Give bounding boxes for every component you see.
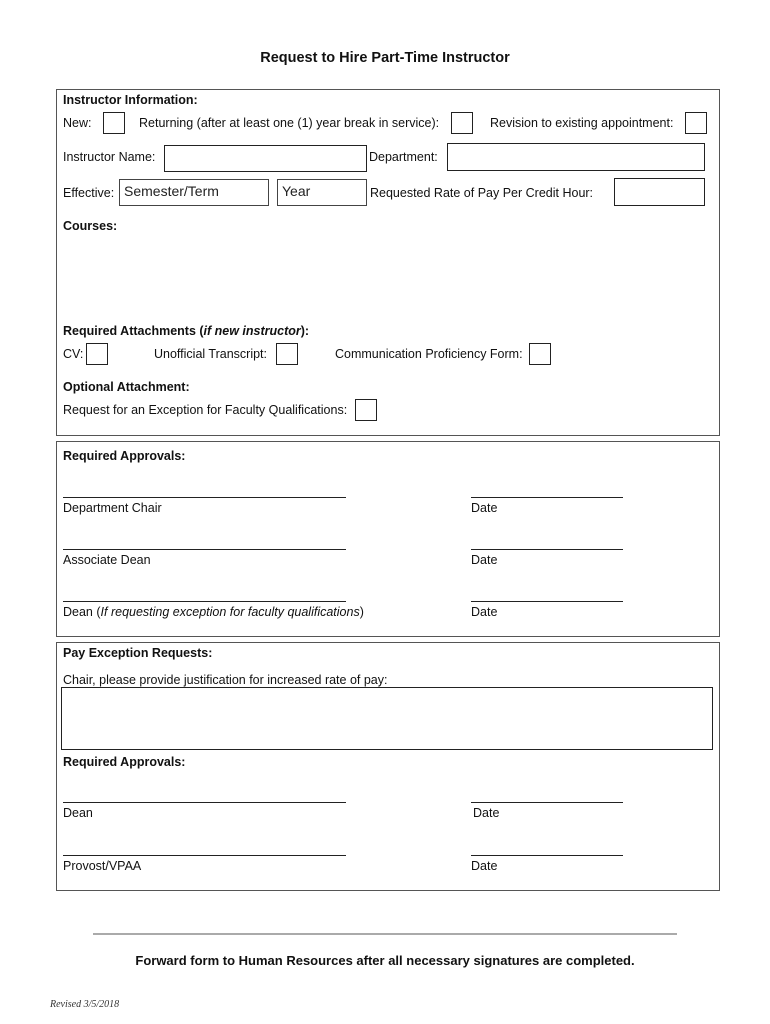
- dean-signature-line[interactable]: [63, 601, 346, 602]
- exception-label: Request for an Exception for Faculty Qualifications:: [63, 403, 348, 417]
- department-chair-date-label: Date: [471, 501, 498, 515]
- instructor-name-label: Instructor Name:: [63, 150, 156, 164]
- semester-term-dropdown[interactable]: Semester/Term: [119, 179, 269, 206]
- cv-checkbox[interactable]: [86, 343, 108, 365]
- required-approvals-heading: Required Approvals:: [63, 449, 186, 463]
- transcript-label: Unofficial Transcript:: [154, 347, 268, 361]
- instructor-information-heading: Instructor Information:: [63, 93, 198, 107]
- effective-label: Effective:: [63, 186, 115, 200]
- department-field[interactable]: [447, 143, 705, 171]
- required-attachments-italic: if new instructor: [203, 324, 301, 338]
- provost-date-line[interactable]: [471, 855, 623, 856]
- returning-label: Returning (after at least one (1) year break in service):: [139, 116, 440, 130]
- year-dropdown[interactable]: Year: [277, 179, 367, 206]
- department-label: Department:: [369, 150, 438, 164]
- dean-label-italic: If requesting exception for faculty qualifications: [100, 605, 360, 619]
- associate-dean-date-label: Date: [471, 553, 498, 567]
- pay-dean-label: Dean: [63, 806, 93, 820]
- associate-dean-label: Associate Dean: [63, 553, 151, 567]
- required-attachments-prefix: Required Attachments (: [63, 324, 204, 338]
- form-title: Request to Hire Part-Time Instructor: [260, 50, 510, 66]
- justification-label: Chair, please provide justification for increased rate of pay:: [63, 673, 388, 687]
- department-chair-date-line[interactable]: [471, 497, 623, 498]
- courses-label: Courses:: [63, 219, 118, 233]
- footer-instruction: Forward form to Human Resources after all necessary signatures are completed.: [135, 953, 635, 968]
- dean-date-line[interactable]: [471, 601, 623, 602]
- instructor-name-field[interactable]: [164, 145, 367, 172]
- dean-date-label: Date: [471, 605, 498, 619]
- associate-dean-date-line[interactable]: [471, 549, 623, 550]
- rate-field[interactable]: [614, 178, 705, 206]
- cv-label: CV:: [63, 347, 84, 361]
- optional-attachment-heading: Optional Attachment:: [63, 380, 190, 394]
- associate-dean-signature-line[interactable]: [63, 549, 346, 550]
- provost-date-label: Date: [471, 859, 498, 873]
- pay-exception-heading: Pay Exception Requests:: [63, 646, 213, 660]
- provost-label: Provost/VPAA: [63, 859, 142, 873]
- department-chair-signature-line[interactable]: [63, 497, 346, 498]
- pay-dean-date-line[interactable]: [471, 802, 623, 803]
- pay-approvals-heading: Required Approvals:: [63, 755, 186, 769]
- new-checkbox[interactable]: [103, 112, 125, 134]
- footer-divider: [93, 933, 677, 935]
- dean-label: [63, 605, 364, 620]
- justification-textarea[interactable]: [61, 687, 713, 750]
- dean-label-prefix: Dean (: [63, 605, 101, 619]
- department-chair-label: Department Chair: [63, 501, 162, 515]
- transcript-checkbox[interactable]: [276, 343, 298, 365]
- required-attachments-suffix: ):: [300, 324, 310, 338]
- communication-form-label: Communication Proficiency Form:: [335, 347, 523, 361]
- exception-checkbox[interactable]: [355, 399, 377, 421]
- new-label: New:: [63, 116, 92, 130]
- provost-signature-line[interactable]: [63, 855, 346, 856]
- rate-label: Requested Rate of Pay Per Credit Hour:: [370, 186, 594, 200]
- revision-checkbox[interactable]: [685, 112, 707, 134]
- pay-dean-date-label: Date: [473, 806, 500, 820]
- pay-dean-signature-line[interactable]: [63, 802, 346, 803]
- communication-form-checkbox[interactable]: [529, 343, 551, 365]
- dean-label-suffix: ): [359, 605, 364, 619]
- required-attachments-heading: [63, 324, 309, 339]
- revision-date: Revised 3/5/2018: [50, 999, 120, 1010]
- revision-label: Revision to existing appointment:: [490, 116, 674, 130]
- returning-checkbox[interactable]: [451, 112, 473, 134]
